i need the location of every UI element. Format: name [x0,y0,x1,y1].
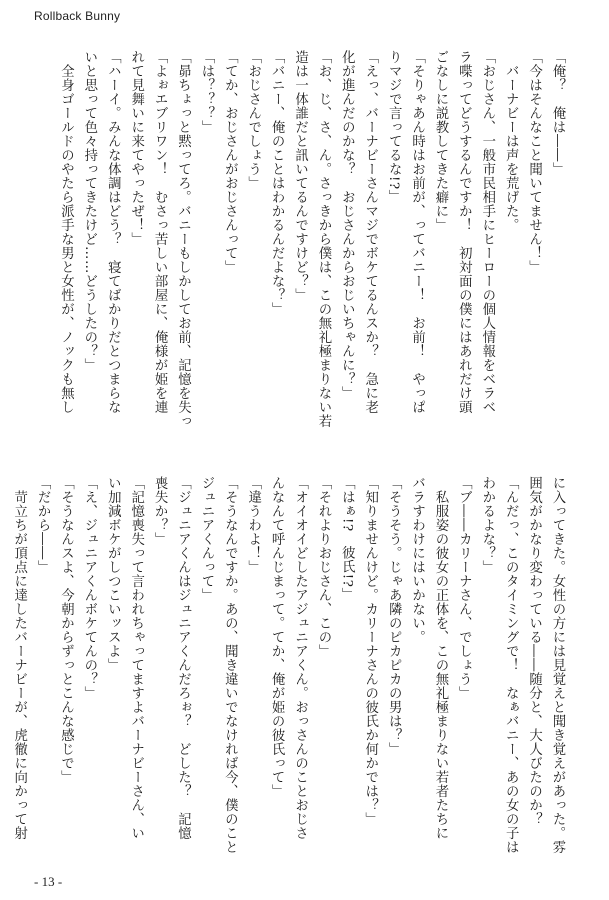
text-line: 「知りませんけど。カリーナさんの彼氏か何かでは？」 [362,476,378,826]
text-line: 「んだっ、このタイミングで！ なぁバニー、あの女の子は [503,476,519,854]
text-line: 「だから――」 [35,476,51,574]
text-line: 「ブ――カリーナさん、でしょう」 [456,476,472,700]
text-line: 「そうなんスよ、今朝からずっとこんな感じで」 [58,476,74,784]
text-line: 「今はそんなこと聞いてません！」 [526,50,542,274]
text-line: 私服姿の彼女の正体を、この無礼極まりない若者たちに [432,476,448,840]
text-line: 「おじさんでしょう」 [245,50,261,190]
text-line: 「バニー、俺のことはわかるんだよな？」 [269,50,285,316]
text-line: いと思って色々持ってきたけど……どうしたの？」 [81,50,97,372]
text-line: りマジで言ってるな!?」 [386,50,402,204]
text-line: 全身ゴールドのやたら派手な男と女性が、ノックも無し [58,50,74,414]
text-line: 「俺？ 俺は――」 [550,50,565,176]
text-line: 「それよりおじさん、この」 [315,476,331,658]
running-header-title: Rollback Bunny [34,9,121,23]
text-line: 「は？？？」 [198,50,214,134]
text-line: れて見舞いに来てやったぜ！」 [128,50,144,246]
upper-text-block [29,50,569,428]
text-line: 造は一体誰だと訊いてるんですけど？」 [292,50,308,302]
text-line: 囲気がかなり変わっている――随分と、大人びたのか？ [526,476,542,826]
text-line: ラ喋ってどうするんですか！ 初対面の僕にはあれだけ頭 [456,50,472,414]
text-line: 「よぉエブリワン！ むさっ苦しい部屋に、俺様が姫を連 [152,50,168,414]
text-line: い加減ボケがしつこいッスよ」 [105,476,121,672]
text-line: バラすわけにはいかない。 [409,476,425,644]
text-line: 「違うわよ！」 [245,476,261,574]
text-line: 「昴ちょっと黙ってろ。バニーもしかしてお前、記憶を失っ [175,50,191,428]
text-line: 「記憶喪失って言われちゃってますよバーナビーさん、い [128,476,144,840]
text-line: 「お、じ、さ、ん。さっきから僕は、この無礼極まりない若 [315,50,331,428]
text-line: 「ハーイ。みんな体調はどう？ 寝てばかりだとつまらな [105,50,121,414]
text-line: に入ってきた。女性の方には見覚えと聞き覚えがあった。雰 [550,476,565,854]
text-line: んなんて呼んじまって。てか、俺が姫の彼氏って」 [269,476,285,798]
text-line: 「オイオイどしたアジュニアくん。おっさんのことおじさ [292,476,308,840]
text-line: 「てか、おじさんがおじさんって」 [222,50,238,274]
text-line: ジュニアくんって」 [198,476,214,602]
lower-text-block [11,476,569,854]
page-number: - 13 - [34,874,63,889]
text-line: 化が進んだのかな？ おじさんからおじいちゃんに？」 [339,50,355,400]
text-line: 「え、ジュニアくんボケてんの？」 [81,476,97,700]
text-line: 苛立ちが頂点に達したバーナビーが、虎徹に向かって射 [11,476,27,840]
text-line: 「そうなんですか。あの、聞き違いでなければ今、僕のこと [222,476,238,854]
text-line: 「そうそう。じゃあ隣のピカピカの男は？」 [386,476,402,756]
text-line: 「ジュニアくんはジュニアくんだろぉ？ どした？ 記憶 [175,476,191,840]
text-line: ごなしに説教してきた癖に」 [432,50,448,232]
text-line: 「そりゃあん時はお前が、ってバニー！ お前！ やっぱ [409,50,425,414]
text-line: バーナビーは声を荒げた。 [503,50,519,232]
text-line: 「おじさん、一般市民相手にヒーローの個人情報をベラベ [479,50,495,414]
text-line: 「えっ、バーナビーさんマジでボケてるんスか？ 急に老 [362,50,378,414]
text-line: 喪失か？」 [152,476,168,546]
text-line: 「はぁ!? 彼氏!?」 [339,476,355,602]
text-line: わかるよな？」 [479,476,495,574]
